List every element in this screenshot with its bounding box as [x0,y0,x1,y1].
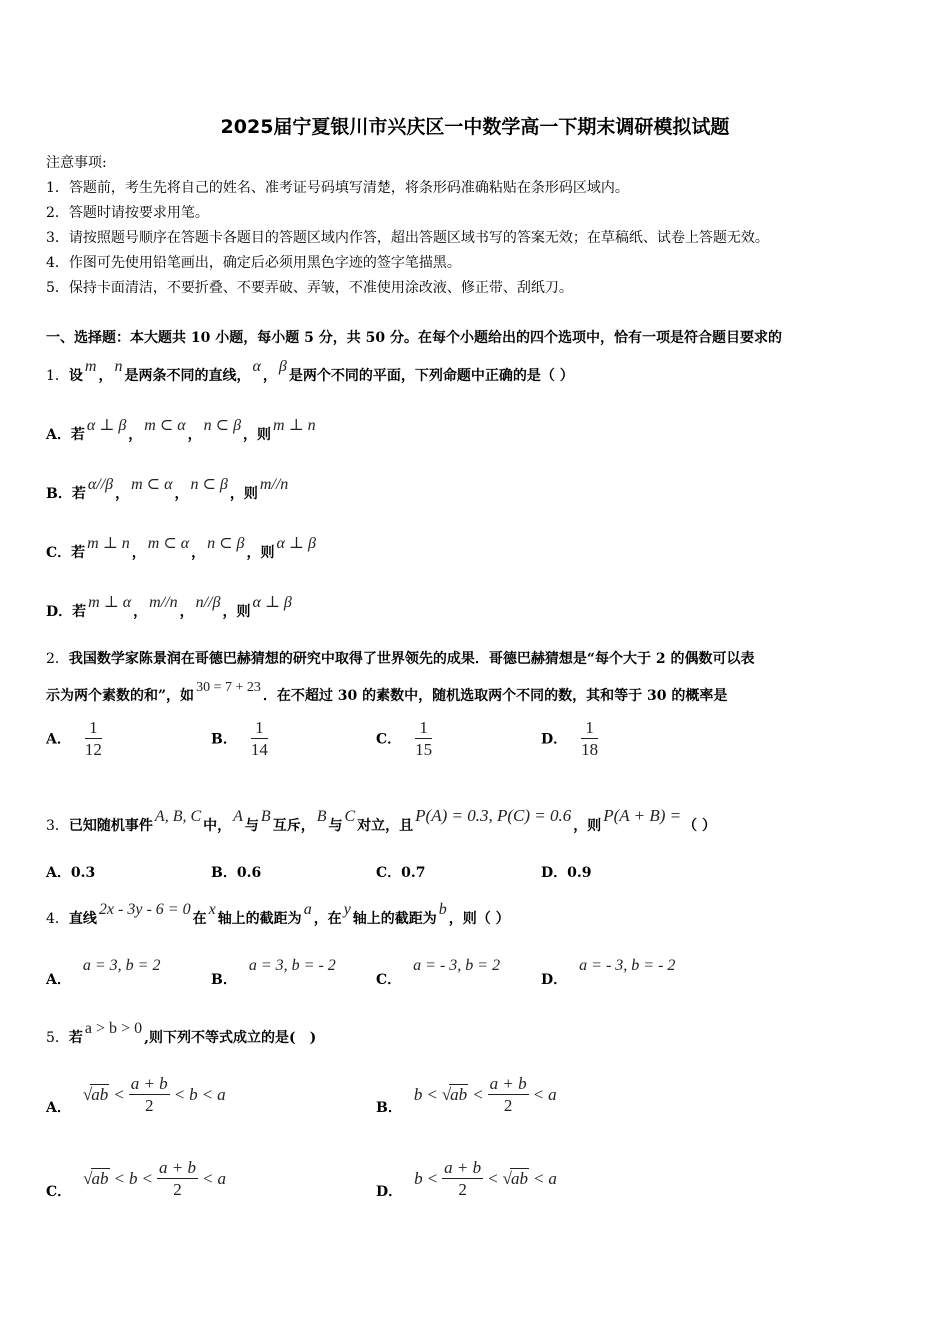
section-heading: 一、选择题：本大题共 10 小题，每小题 5 分，共 50 分。在每个小题给出的四个选项中，恰有一项是符合题目要求的 [46,330,782,346]
less-than: < [201,1169,214,1188]
q4-option-b[interactable] [211,955,336,988]
numerator: a + b [489,1073,527,1093]
q3-option-d[interactable] [541,862,592,882]
question-text: 直线 [68,911,97,927]
math-b: b [189,1085,198,1104]
denominator: 2 [458,1179,467,1199]
question-4 [46,901,510,928]
option-value: 0.3 [70,865,96,881]
numerator: a + b [444,1157,482,1177]
less-than: < [113,1085,125,1104]
question-text: 互斥， [272,818,315,834]
question-text: 中， [203,818,232,834]
question-text: 对立，且 [357,818,414,834]
math-b: b [413,1085,423,1104]
question-1 [46,358,574,385]
math-expr: m ⊥ n [273,417,316,434]
less-than: < [426,1169,439,1188]
fraction [129,1074,170,1117]
denominator: 18 [581,740,599,759]
math-expr: 30 = 7 + 23 [196,680,261,695]
inequality [414,1074,557,1117]
question-text: 示为两个素数的和”，如 [46,688,195,704]
question-number: 3． [46,818,69,834]
math-a: a [548,1169,557,1188]
q5-option-c[interactable] [46,1154,226,1204]
math-ab: ab [91,1169,109,1188]
math-expr: 2x - 3y - 6 = 0 [98,901,191,918]
math-a: a [217,1085,226,1104]
option-label: C． [46,545,72,561]
math-expr: n ⊂ β [203,417,242,434]
question-text: ，则（ ） [448,911,510,927]
separator: ， [133,604,148,620]
numerator: 1 [251,718,268,739]
math-c: C [344,808,356,825]
notice-item-3: 3．请按照题号顺序在答题卡各题目的答题区域内作答，超出答题区域书写的答案无效；在草稿纸、试卷上答题无效。 [46,230,769,246]
q5-option-b[interactable] [376,1070,557,1120]
question-text: 在 [192,911,207,927]
math-expr: m//n [259,476,289,493]
math-expr: α//β [87,476,114,493]
question-text: 设 [68,368,83,384]
numerator: 1 [581,718,598,739]
less-than: < [532,1169,545,1188]
math-y: y [343,901,351,918]
separator: ， [191,545,206,561]
question-text: 轴上的截距为 [217,911,302,927]
option-label: A． [46,427,71,443]
option-value: 0.9 [567,865,592,881]
option-label: A． [46,1100,71,1116]
q2-option-d[interactable] [541,718,598,761]
radical-icon: √ [502,1169,512,1188]
fraction [157,1158,198,1201]
fraction [85,718,102,761]
math-b: B [260,808,271,825]
numerator: 1 [85,718,102,739]
less-than: < [532,1085,545,1104]
notice-heading: 注意事项: [46,155,107,171]
math-ab: ab [510,1169,528,1188]
q5-option-a[interactable] [46,1070,226,1120]
math-expr: n ⊂ β [190,476,228,493]
math-expr: m//n [149,594,178,611]
math-expr: α ⊥ β [252,594,292,611]
q3-option-c[interactable] [376,862,426,882]
option-value: a = - 3, b = - 2 [579,957,676,974]
math-expr: m ⊥ α [88,594,132,611]
less-than: < [201,1085,214,1104]
option-label: B． [46,486,72,502]
math-alpha: α [252,358,261,375]
option-label: B． [211,731,237,748]
q2-option-c[interactable] [376,718,432,761]
math-b: b [414,1169,423,1188]
math-expr: m ⊂ α [144,417,186,434]
option-value: 0.6 [236,865,262,881]
math-a: a [548,1085,557,1104]
question-text: 是两条不同的直线， [124,368,251,384]
option-label: B． [211,972,237,988]
q1-option-b[interactable] [46,476,290,503]
separator: ， [179,604,194,620]
denominator: 14 [250,740,268,759]
q4-option-c[interactable] [376,955,501,988]
option-text: ，则 [222,604,251,620]
math-x: x [208,901,216,918]
question-number: 1． [46,368,69,384]
less-than: < [173,1085,186,1104]
option-value: 0.7 [401,865,426,881]
math-expr: A, B, C [154,808,202,825]
math-expr: m ⊥ n [87,535,130,552]
denominator: 2 [503,1095,513,1115]
math-a: A [233,808,243,825]
notice-item-1: 1．答题前，考生先将自己的姓名、准考证号码填写清楚，将条形码准确粘贴在条形码区域内。 [46,180,629,196]
question-text: 已知随机事件 [68,818,153,834]
question-text: 轴上的截距为 [352,911,437,927]
option-label: A． [46,972,71,988]
separator: ， [131,545,146,561]
option-text: ，则 [243,427,272,443]
option-text: 若 [72,604,87,620]
math-b: b [128,1169,138,1188]
denominator: 2 [173,1179,182,1199]
option-value: a = 3, b = 2 [82,957,161,974]
question-2-line-2 [46,680,728,705]
question-text: ，则 [573,818,602,834]
q1-option-a[interactable] [46,417,318,444]
option-value: a = - 3, b = 2 [413,957,501,974]
q5-option-d[interactable] [376,1154,557,1204]
option-text: 若 [71,545,86,561]
math-b: B [316,808,327,825]
numerator: 1 [415,718,432,739]
math-expr: m ⊂ α [147,535,190,552]
q1-option-c[interactable] [46,535,318,562]
option-label: A． [46,865,71,881]
option-label: C． [46,1184,72,1200]
less-than: < [113,1169,125,1188]
fraction [488,1074,529,1117]
denominator: 2 [144,1095,154,1115]
less-than: < [426,1085,438,1104]
inequality [83,1074,226,1117]
fraction [442,1158,483,1201]
option-label: D． [541,972,568,988]
q2-option-b[interactable] [211,718,268,761]
notice-item-2: 2．答题时请按要求用笔。 [46,205,209,221]
math-expr: n ⊂ β [207,535,245,552]
math-b: b [438,901,447,918]
page-title: 2025届宁夏银川市兴庆区一中数学高一下期末调研模拟试题 [220,116,730,138]
option-label: C． [376,972,402,988]
question-text: 是两个不同的平面，下列命题中正确的是（ ） [288,368,574,384]
q3-option-a[interactable] [46,862,95,882]
notice-item-5: 5．保持卡面清洁，不要折叠、不要弄破、弄皱，不准使用涂改液、修正带、刮纸刀。 [46,280,573,296]
math-beta: β [278,358,287,375]
math-expr: n//β [195,594,221,611]
math-a: a [303,901,312,918]
question-text: （ ） [683,818,716,834]
notice-item-4: 4．作图可先使用铅笔画出，确定后必须用黑色字迹的签字笔描黑。 [46,255,461,271]
q3-option-b[interactable] [211,862,261,882]
fraction [581,718,598,761]
option-text: ，则 [229,486,258,502]
separator: ， [128,427,143,443]
math-ab: ab [450,1085,468,1104]
question-number: 5． [46,1030,69,1046]
math-a: a [217,1169,226,1188]
math-expr: α ⊥ β [86,417,127,434]
numerator: a + b [158,1157,196,1177]
option-label: D． [46,604,73,620]
question-text: ，在 [313,911,342,927]
numerator: a + b [130,1073,168,1093]
q4-option-d[interactable] [541,955,676,988]
question-3 [46,806,716,835]
q2-option-a[interactable] [46,718,102,761]
math-ab: ab [91,1085,109,1104]
option-label: B． [211,865,237,881]
option-label: D． [376,1184,403,1200]
inequality [83,1158,226,1201]
option-label: C． [376,865,402,881]
q1-option-d[interactable] [46,594,294,621]
denominator: 12 [84,740,102,759]
question-text: 与 [328,818,343,834]
question-2 [46,648,754,668]
math-expr: P(A) = 0.3, P(C) = 0.6 [415,806,572,825]
separator: ， [115,486,130,502]
option-label: C． [376,731,402,748]
math-expr: P(A + B) = [603,806,682,825]
option-text: ，则 [246,545,275,561]
option-label: B． [376,1100,402,1116]
option-text: 若 [70,427,85,443]
question-text: 与 [244,818,259,834]
math-expr: m ⊂ α [131,476,173,493]
math-expr: a > b > 0 [84,1020,143,1037]
fraction [415,718,432,761]
less-than: < [141,1169,153,1188]
math-n: n [114,358,123,375]
question-number: 2． [46,651,69,667]
option-label: A． [46,731,71,748]
q4-option-a[interactable] [46,955,161,988]
less-than: < [487,1169,499,1188]
less-than: < [472,1085,484,1104]
question-text: 我国数学家陈景润在哥德巴赫猜想的研究中取得了世界领先的成果．哥德巴赫猜想是“每个大于 2 的偶数可以表 [68,651,755,667]
option-label: D． [541,865,568,881]
fraction [251,718,268,761]
radical-icon: √ [82,1085,93,1104]
separator: ， [174,486,189,502]
question-5 [46,1020,317,1047]
inequality [414,1158,557,1201]
option-value: a = 3, b = - 2 [248,957,336,974]
question-number: 4． [46,911,69,927]
math-m: m [84,358,97,375]
option-text: 若 [71,486,86,502]
question-text: 若 [68,1030,83,1046]
separator: ， [262,368,277,384]
math-expr: α ⊥ β [276,535,316,552]
radical-icon: √ [441,1085,452,1104]
option-label: D． [541,731,568,748]
question-text: ．在不超过 30 的素数中，随机选取两个不同的数，其和等于 30 的概率是 [262,688,728,704]
question-text: ,则下列不等式成立的是( ) [144,1030,317,1046]
denominator: 15 [415,740,433,759]
radical-icon: √ [83,1169,93,1188]
separator: ， [98,368,113,384]
separator: ， [187,427,202,443]
